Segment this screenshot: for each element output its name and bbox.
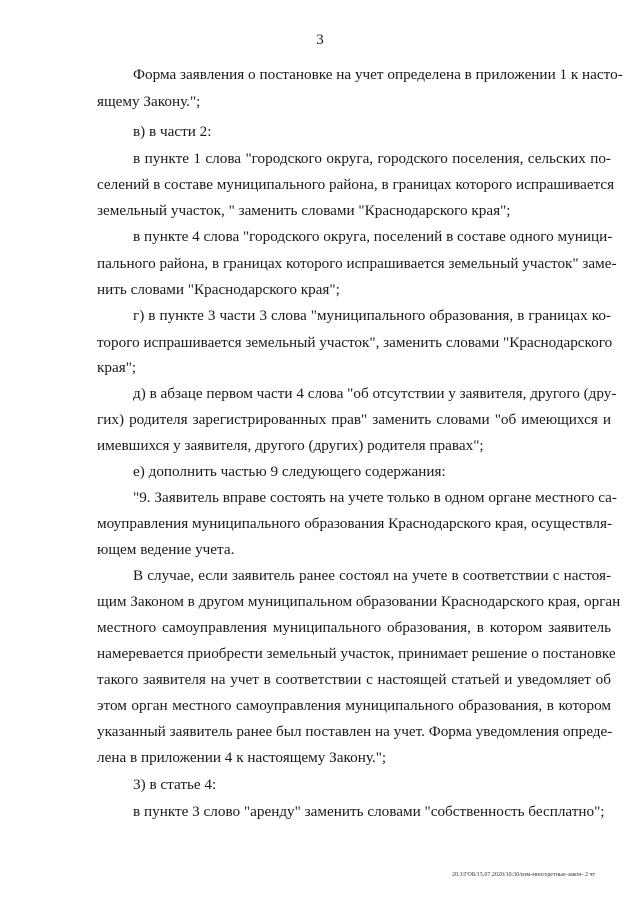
document-footer-code: 20.3/ГОБ/15.07.2020/10:30/изм-многодетные-закон- 2 чт — [452, 872, 596, 878]
text-line: в пункте 3 слово "аренду" заменить словами "собственность бесплатно"; — [133, 803, 605, 820]
text-line: В случае, если заявитель ранее состоял на учете в соответствии с настоя- — [133, 567, 611, 584]
text-line: в пункте 1 слова "городского округа, городского поселения, сельских по- — [133, 150, 611, 167]
text-line: лена в приложении 4 к настоящему Закону."; — [97, 749, 387, 766]
text-line: гих) родителя зарегистрированных прав" заменить словами "об имеющихся и — [97, 411, 611, 428]
text-line: щим Законом в другом муниципальном образовании Краснодарского края, орган — [97, 593, 621, 610]
text-line: е) дополнить частью 9 следующего содержания: — [133, 463, 446, 480]
page-number: 3 — [316, 32, 324, 48]
text-line: края"; — [97, 359, 137, 376]
text-line: имевшихся у заявителя, другого (других) родителя правах"; — [97, 437, 484, 454]
text-line: земельный участок, " заменить словами "Краснодарского края"; — [97, 202, 511, 219]
text-line: нить словами "Краснодарского края"; — [97, 281, 340, 298]
text-line: намеревается приобрести земельный участок, принимает решение о постановке — [97, 645, 616, 662]
text-line: селений в составе муниципального района, в границах которого испрашивается — [97, 176, 615, 193]
text-line: местного самоуправления муниципального образования, в котором заявитель — [97, 619, 611, 636]
text-line: моуправления муниципального образования Краснодарского края, осуществля- — [97, 515, 613, 532]
text-line: указанный заявитель ранее был поставлен на учет. Форма уведомления опреде- — [97, 723, 613, 740]
text-line: этом орган местного самоуправления муниципального образования, в котором — [97, 697, 611, 714]
text-line: ящему Закону."; — [97, 93, 201, 110]
text-line: 3) в статье 4: — [133, 776, 217, 793]
text-line: в пункте 4 слова "городского округа, поселений в составе одного муници- — [133, 228, 613, 245]
text-line: пального района, в границах которого испрашивается земельный участок" заме- — [97, 255, 617, 272]
text-line: "9. Заявитель вправе состоять на учете только в одном органе местного са- — [133, 489, 617, 506]
text-line: д) в абзаце первом части 4 слова "об отсутствии у заявителя, другого (дру- — [133, 385, 617, 402]
text-line: г) в пункте 3 части 3 слова "муниципального образования, в границах ко- — [133, 307, 611, 324]
text-line: торого испрашивается земельный участок", заменить словами "Краснодарского — [97, 334, 613, 351]
text-line: такого заявителя на учет в соответствии с настоящей статьей и уведомляет об — [97, 671, 611, 688]
text-line: ющем ведение учета. — [97, 541, 235, 558]
text-line: в) в части 2: — [133, 123, 212, 140]
text-line: Форма заявления о постановке на учет определена в приложении 1 к насто- — [133, 66, 623, 83]
